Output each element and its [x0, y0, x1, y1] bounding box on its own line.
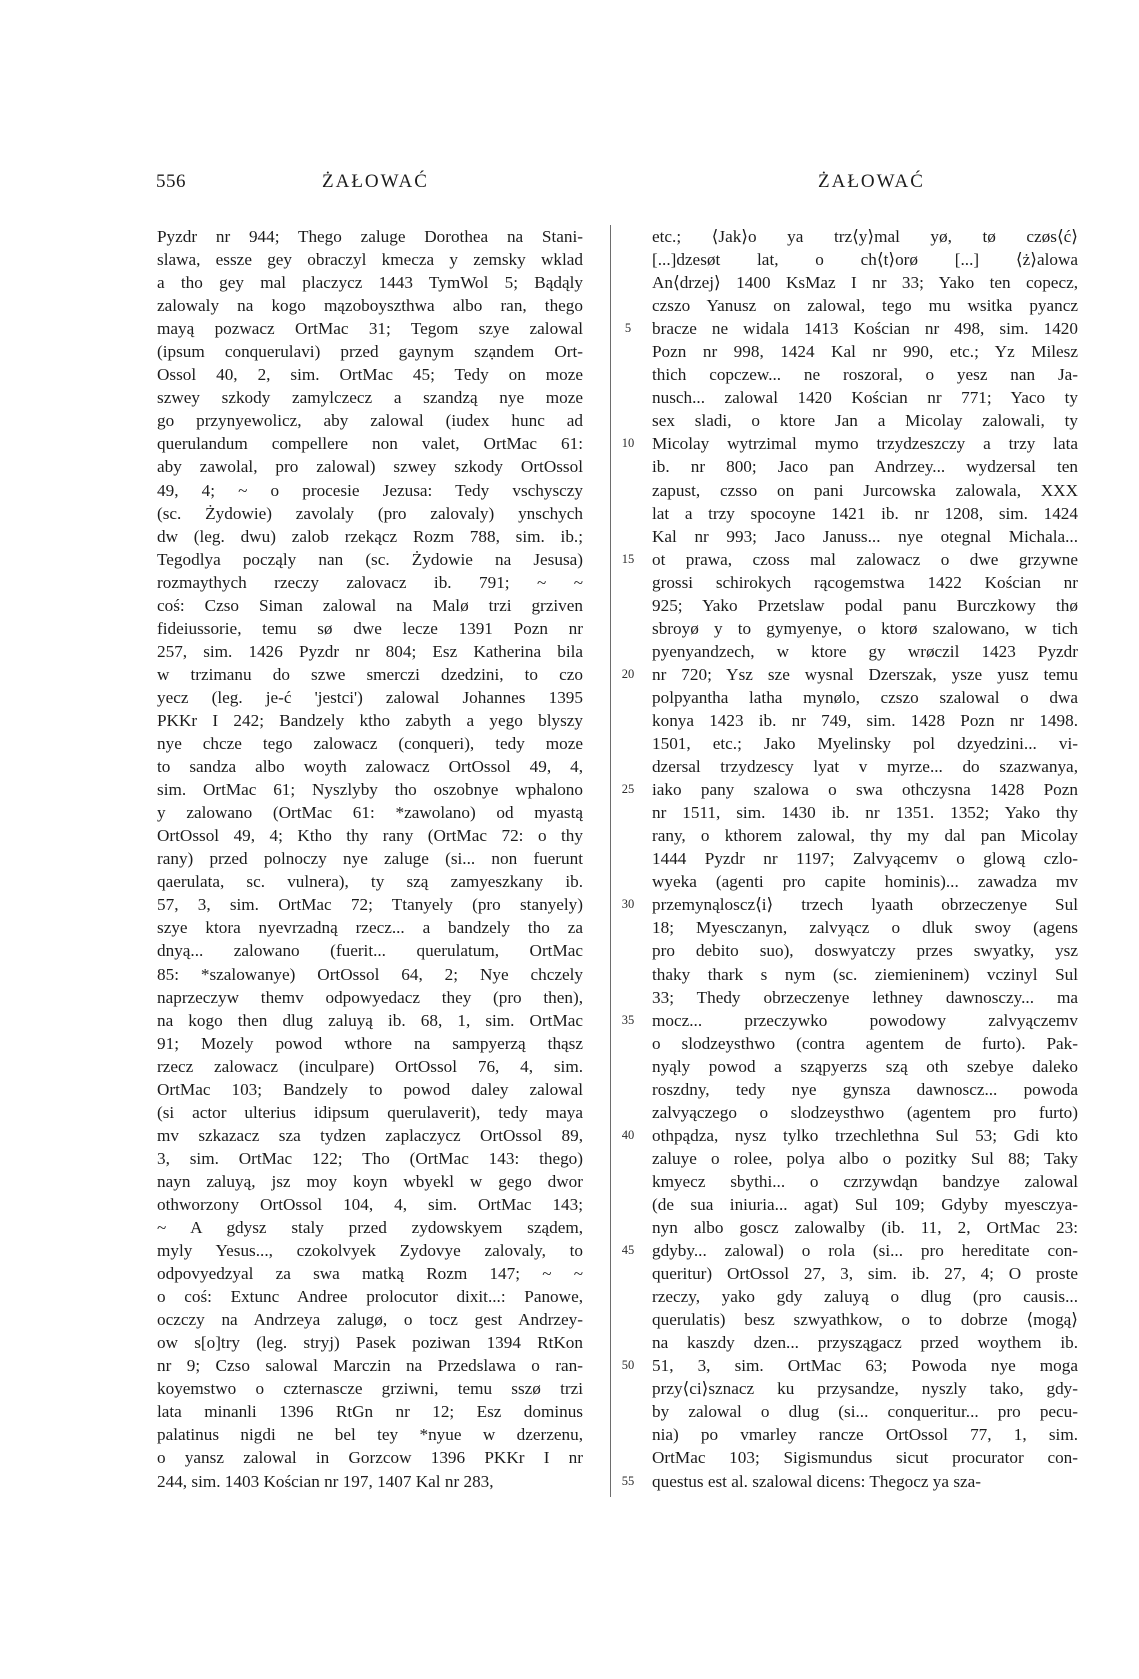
text-line: querulatis) besz szwyathkow, o to dobrze ⟨mogą⟩ [652, 1310, 1078, 1330]
text-line: Pozn nr 998, 1424 Kal nr 990, etc.; Yz Milesz [652, 342, 1078, 362]
text-line: dw (leg. dwu) zalob rzekącz Rozm 788, sim. ib.; [157, 526, 583, 546]
text-line: rany) przed polnoczy nye zaluge (si... non fuerunt [157, 849, 583, 869]
text-line: myly Yesus..., czokolvyek Zydovye zalovaly, to [157, 1241, 583, 1261]
text-line: fideiussorie, temu sø dwe lecze 1391 Pozn nr [157, 618, 583, 638]
text-line: odpovyedzyal za swa matką Rozm 147; ~ ~ [157, 1264, 583, 1284]
text-line: a tho gey mal placzycz 1443 TymWol 5; Bądąly [157, 273, 583, 293]
right-column [652, 225, 1078, 1493]
text-line: OrtMac 103; Sigismundus sicut procurator con- [652, 1448, 1078, 1468]
line-number: 10 [621, 436, 635, 451]
text-line: o slodzeysthwo (contra agentem de furto). Pak- [652, 1033, 1078, 1053]
line-number: 25 [621, 782, 635, 797]
text-line: Tegodlya począly nan (sc. Żydowie na Jesusa) [157, 549, 583, 569]
text-line: 257, sim. 1426 Pyzdr nr 804; Esz Katherina bila [157, 641, 583, 661]
text-line: nr 1511, sim. 1430 ib. nr 1351. 1352; Yako thy [652, 803, 1078, 823]
text-line: dnyą... zalowano (fuerit... querulatum, OrtMac [157, 941, 583, 961]
line-number: 30 [621, 897, 635, 912]
text-line: bracze ne widala 1413 Kościan nr 498, sim. 1420 [652, 319, 1078, 339]
text-line: konya 1423 ib. nr 749, sim. 1428 Pozn nr 1498. [652, 710, 1078, 730]
text-line: OrtOssol 49, 4; Ktho thy rany (OrtMac 72: o thy [157, 826, 583, 846]
text-line: iako pany szalowa o swa othczysna 1428 Pozn [652, 780, 1078, 800]
text-line: 1444 Pyzdr nr 1197; Zalvyącemv o glową czlo- [652, 849, 1078, 869]
text-line: Pyzdr nr 944; Thego zaluge Dorothea na Stani- [157, 227, 583, 246]
text-line: pro debito suo), doswyatczy przes swyatky, ysz [652, 941, 1078, 961]
line-number: 50 [621, 1358, 635, 1373]
text-line: 925; Yako Przetslaw podal panu Burczkowy thø [652, 595, 1078, 615]
text-line: othpądza, nysz tylko trzechlethna Sul 53; Gdi kto [652, 1125, 1078, 1145]
text-line: ot prawa, czoss mal zalowacz o dwe grzywne [652, 549, 1078, 569]
text-line: palatinus nigdi ne bel tey *nyue w dzerzenu, [157, 1425, 583, 1445]
text-line: 18; Myesczanyn, zalvyącz o dluk swoy (agens [652, 918, 1078, 938]
text-line: slawa, essze gey obraczyl kmecza y zemsky wklad [157, 250, 583, 270]
text-line: nayn zaluyą, jsz moy koyn wbyekl w gego dwor [157, 1171, 583, 1191]
text-line: by zalowal o dlug (si... conqueritur... pro pecu- [652, 1402, 1078, 1422]
line-number: 35 [621, 1012, 635, 1027]
column-divider [610, 225, 611, 1497]
text-line: lat a trzy spocoyne 1421 ib. nr 1208, sim. 1424 [652, 503, 1078, 523]
text-line: nr 9; Czso salowal Marczin na Przedslawa o ran- [157, 1356, 583, 1376]
text-line: na kaszdy dzen... przyszągacz przed woythem ib. [652, 1333, 1078, 1353]
text-line: OrtMac 103; Bandzely to powod daley zalowal [157, 1079, 583, 1099]
text-line: queritur) OrtOssol 27, 3, sim. ib. 27, 4; O proste [652, 1264, 1078, 1284]
text-line: polpyantha latha mynølo, czszo szalowal o dwa [652, 687, 1078, 707]
text-line: kmyecz sbythi... o czrzywdąn bandzye zalowal [652, 1171, 1078, 1191]
text-line: szye ktora nyevrzadną rzecz... a bandzely tho za [157, 918, 583, 938]
text-line: (si actor ulterius idipsum querulaverit), tedy maya [157, 1102, 583, 1122]
text-line: Kal nr 993; Jaco Januss... nye otegnal Michala... [652, 526, 1078, 546]
text-line: o coś: Extunc Andree prolocutor dixit...: Panowe, [157, 1287, 583, 1307]
text-line: oczczy na Andrzeya zalugø, o tocz gest Andrzey- [157, 1310, 583, 1330]
line-number: 40 [621, 1127, 635, 1142]
text-line: 1501, etc.; Jako Myelinsky pol dzyedzini... vi- [652, 734, 1078, 754]
text-line: przy⟨ci⟩sznacz ku przysandze, nyszly tako, gdy- [652, 1379, 1078, 1399]
text-line: thich copczew... ne roszoral, o yesz nan Ja- [652, 365, 1078, 385]
text-line: wyeka (agenti pro capite hominis)... zawadza mv [652, 872, 1078, 892]
text-line: [...]dzesøt lat, o ch⟨t⟩orø [...] ⟨ż⟩alowa [652, 250, 1078, 270]
text-line: 3, sim. OrtMac 122; Tho (OrtMac 143: thego) [157, 1148, 583, 1168]
line-number: 55 [621, 1473, 635, 1488]
text-line: zalvyączego o slodzeysthwo (agentem pro furto) [652, 1102, 1078, 1122]
text-line: aby zawolal, pro zalowal) szwey szkody OrtOssol [157, 457, 583, 477]
text-line: nyn albo goscz zalowalby (ib. 11, 2, OrtMac 23: [652, 1218, 1078, 1238]
text-line: zalowaly na kogo mązoboyszthwa albo ran, thego [157, 296, 583, 316]
text-line: An⟨drzej⟩ 1400 KsMaz I nr 33; Yako ten copecz, [652, 273, 1078, 293]
text-line: o yansz zalowal in Gorzcow 1396 PKKr I nr [157, 1448, 583, 1468]
text-line: nia) po vmarley rancze OrtOssol 77, 1, sim. [652, 1425, 1078, 1445]
text-line: ib. nr 800; Jaco pan Andrzey... wydzersal ten [652, 457, 1078, 477]
text-line: PKKr I 242; Bandzely ktho zabyth a yego blyszy [157, 710, 583, 730]
text-line: questus est al. szalowal dicens: Thegocz ya sza- [652, 1471, 981, 1491]
text-line: y zalowano (OrtMac 61: *zawolano) od myastą [157, 803, 583, 823]
line-number: 20 [621, 666, 635, 681]
text-line: etc.; ⟨Jak⟩o ya trz⟨y⟩mal yø, tø czøs⟨ć⟩ [652, 227, 1078, 246]
left-column [157, 225, 583, 1493]
text-line: na kogo then dlug zaluyą ib. 68, 1, sim. OrtMac [157, 1010, 583, 1030]
running-head-left: ŻAŁOWAĆ [322, 171, 429, 192]
text-line: sex sladi, o ktore Jan a Micolay zalowali, ty [652, 411, 1078, 431]
text-line: yecz (leg. je-ć 'jestci') zalowal Johannes 1395 [157, 687, 583, 707]
text-line: grossi schirokych rącogemstwa 1422 Kościan nr [652, 572, 1078, 592]
text-line: go przynyewolicz, aby zalowal (iudex hunc ad [157, 411, 583, 431]
text-line: thaky thark s nym (sc. ziemieninem) vczinyl Sul [652, 964, 1078, 984]
text-line: rany, o kthorem zalowal, thy my dal pan Micolay [652, 826, 1078, 846]
text-line: naprzeczyw themv odpowyedacz they (pro then), [157, 987, 583, 1007]
text-line: ow s[o]try (leg. stryj) Pasek poziwan 1394 RtKon [157, 1333, 583, 1353]
text-line: zapust, czsso on pani Jurcowska zalowala, XXX [652, 480, 1078, 500]
text-line: sbroyø y to gymyenye, o ktorø szalowano, w tich [652, 618, 1078, 638]
line-number: 5 [624, 321, 632, 336]
text-line: zaluye o rolee, polya albo o pozitky Sul 88; Taky [652, 1148, 1078, 1168]
text-line: (de sua iniuria... agat) Sul 109; Gdyby myesczya- [652, 1194, 1078, 1214]
text-line: rzeczy, yako gdy zaluyą o dlug (pro causis... [652, 1287, 1078, 1307]
text-line: czszo Yanusz on zalowal, tego mu wsitka pyancz [652, 296, 1078, 316]
text-line: roszdny, tedy nye gynsza dawnoscz... powoda [652, 1079, 1078, 1099]
text-line: to sandza albo woyth zalowacz OrtOssol 49, 4, [157, 757, 583, 777]
text-line: querulandum compellere non valet, OrtMac 61: [157, 434, 583, 454]
text-line: ~ A gdysz staly przed zydowskyem sządem, [157, 1218, 583, 1238]
text-line: dzersal trzydzescy lyat v myrze... do szazwanya, [652, 757, 1078, 777]
text-line: nr 720; Ysz sze wysnal Dzerszak, ysze yusz temu [652, 664, 1078, 684]
text-line: 49, 4; ~ o procesie Jezusa: Tedy vschysczy [157, 480, 583, 500]
text-line: nusch... zalowal 1420 Kościan nr 771; Yaco ty [652, 388, 1078, 408]
text-line: nyąly powod a sząpyerzs szą oth szebye daleko [652, 1056, 1078, 1076]
page-number: 556 [156, 171, 186, 192]
text-line: lata minanli 1396 RtGn nr 12; Esz dominus [157, 1402, 583, 1422]
text-line: rzecz zalowacz (inculpare) OrtOssol 76, 4, sim. [157, 1056, 583, 1076]
text-line: 51, 3, sim. OrtMac 63; Powoda nye moga [652, 1356, 1078, 1376]
text-line: 91; Mozely powod wthore na sampyerzą thąsz [157, 1033, 583, 1053]
text-line: 33; Thedy obrzeczenye lethney dawnosczy... ma [652, 987, 1078, 1007]
text-line: mocz... przeczywko powodowy zalvyączemv [652, 1010, 1078, 1030]
text-line: sim. OrtMac 61; Nyszlyby tho oszobnye wphalono [157, 780, 583, 800]
text-line: 85: *szalowanye) OrtOssol 64, 2; Nye chczely [157, 964, 583, 984]
text-line: pyenyandzech, w ktore gy wrøczil 1423 Pyzdr [652, 641, 1078, 661]
line-number: 45 [621, 1243, 635, 1258]
text-line: przemynąloscz⟨i⟩ trzech lyaath obrzeczenye Sul [652, 895, 1078, 915]
text-line: koyemstwo o czternascze grziwni, temu sszø trzi [157, 1379, 583, 1399]
text-line: Micolay wytrzimal mymo trzydzeszczy a trzy lata [652, 434, 1078, 454]
text-line: 244, sim. 1403 Kościan nr 197, 1407 Kal nr 283, [157, 1471, 494, 1491]
running-head-right: ŻAŁOWAĆ [818, 171, 925, 192]
text-line: w trzimanu do szwe smerczi dzedzini, to czo [157, 664, 583, 684]
text-line: szwey szkody zamylczecz a szandzą nye moze [157, 388, 583, 408]
text-line: othworzony OrtOssol 104, 4, sim. OrtMac 143; [157, 1194, 583, 1214]
line-number: 15 [621, 551, 635, 566]
text-line: (ipsum conquerulavi) przed gaynym szạndem Ort- [157, 342, 583, 362]
text-line: coś: Czso Siman zalowal na Malø trzi grziven [157, 595, 583, 615]
text-line: nye chcze tego zalowacz (conqueri), tedy moze [157, 734, 583, 754]
text-line: mv szkazacz sza tydzen zaplaczycz OrtOssol 89, [157, 1125, 583, 1145]
text-line: 57, 3, sim. OrtMac 72; Ttanyely (pro stanyely) [157, 895, 583, 915]
text-line: qaerulata, sc. vulnera), ty szą zamyeszkany ib. [157, 872, 583, 892]
text-line: (sc. Żydowie) zavolaly (pro zalovaly) ynschych [157, 503, 583, 523]
text-line: mayą pozwacz OrtMac 31; Tegom szye zalowal [157, 319, 583, 339]
text-line: rozmaythych rzeczy zalovacz ib. 791; ~ ~ [157, 572, 583, 592]
text-line: Ossol 40, 2, sim. OrtMac 45; Tedy on moze [157, 365, 583, 385]
text-line: gdyby... zalowal) o rola (si... pro hereditate con- [652, 1241, 1078, 1261]
